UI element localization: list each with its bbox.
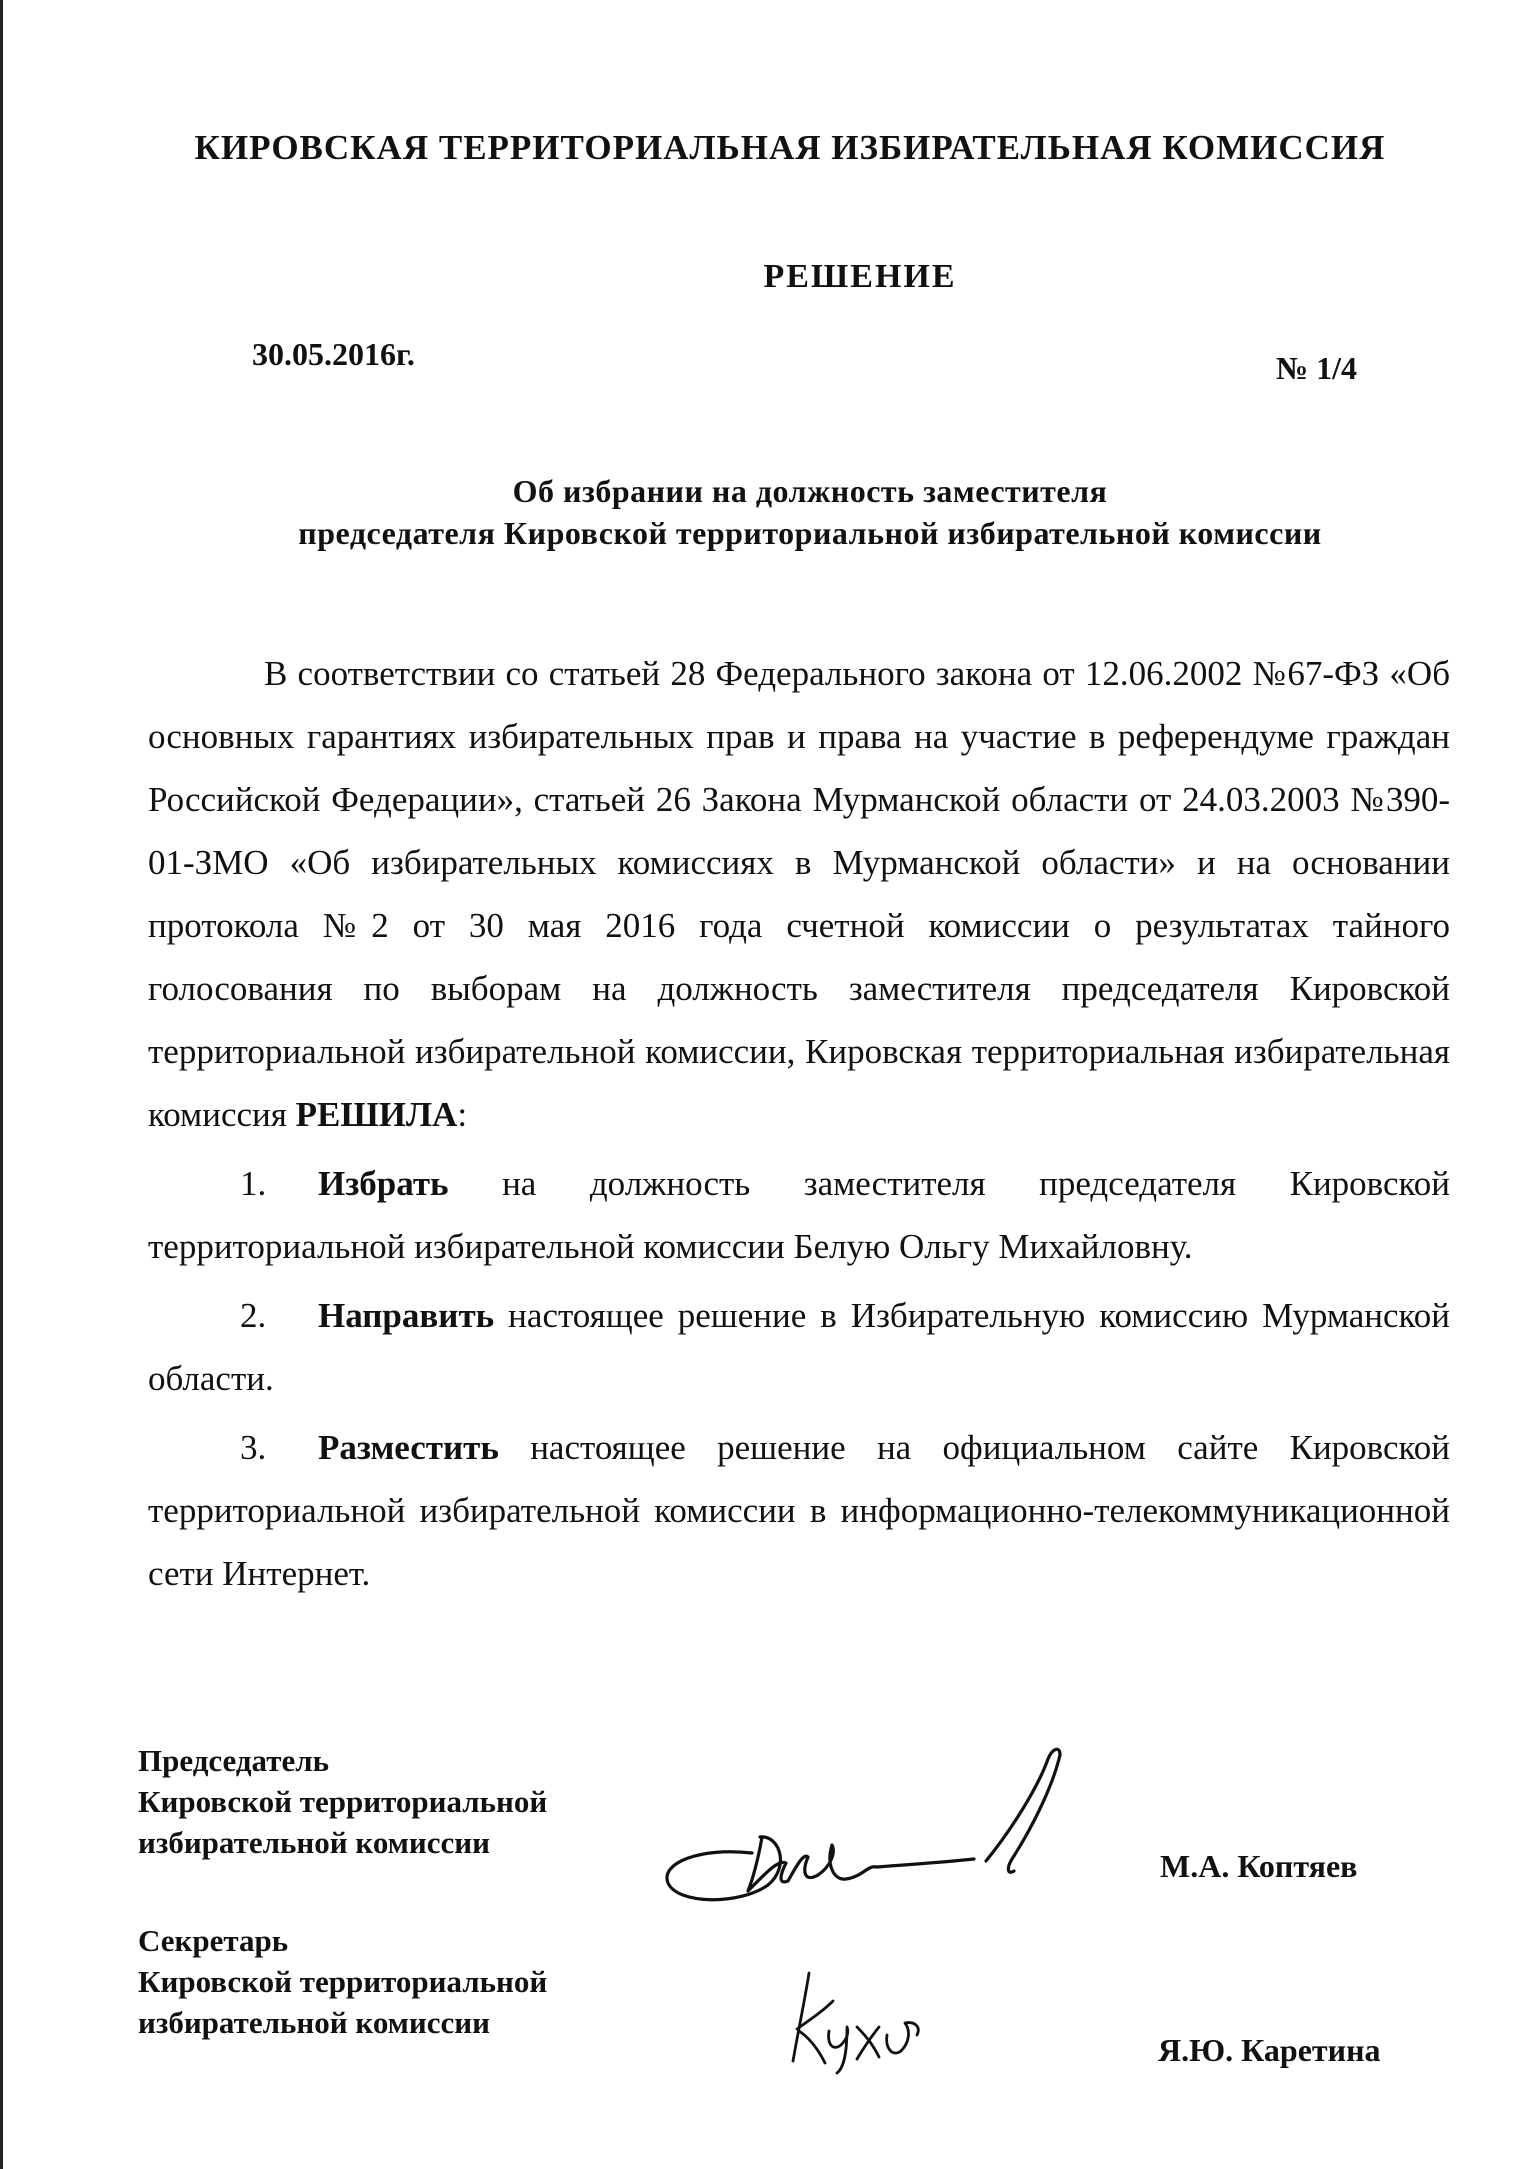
- organization-title: КИРОВСКАЯ ТЕРРИТОРИАЛЬНАЯ ИЗБИРАТЕЛЬНАЯ КОМИССИЯ: [194, 128, 1386, 167]
- item-text: настоящее решение в Избирательную комиссию Мурманской области.: [148, 1296, 1450, 1398]
- preamble-text: В соответствии со статьей 28 Федерального закона от 12.06.2002 №67-ФЗ «Об основных гарантиях избирательных прав и права на участие в референдуме граждан Российской Федерации», статьей 26 Закона Мурманской области от 24.03.2003 №390-01-ЗМО «Об избирательных комиссиях в Мурманской области» и на основании протокола №2 от 30 мая 2016 года счетной комиссии о результатах тайного голосования по выборам на должность заместителя председателя Кировской территориальной избирательной комиссии, Кировская территориальная избирательная комиссия: [148, 654, 1450, 1134]
- decided-word: РЕШИЛА: [295, 1095, 458, 1134]
- chairman-signature: [640, 1735, 1110, 1910]
- item-verb: Направить: [318, 1296, 495, 1335]
- document-type: РЕШЕНИЕ: [763, 258, 957, 295]
- decision-body: [148, 642, 1450, 1605]
- item-number: 2.: [240, 1296, 267, 1335]
- subject-heading: [200, 470, 1420, 554]
- chairman-title-block: [138, 1740, 547, 1863]
- chairman-title-line-3: избирательной комиссии: [138, 1825, 490, 1860]
- chairman-title-line-2: Кировской территориальной: [138, 1784, 548, 1819]
- item-verb: Разместить: [318, 1428, 499, 1467]
- item-text: настоящее решение на официальном сайте Кировской территориальной избирательной комиссии в информационно-телекоммуникационной сети Интернет.: [148, 1428, 1450, 1593]
- document-number: № 1/4: [1276, 350, 1358, 386]
- document-date: 30.05.2016г.: [252, 336, 415, 372]
- secretary-title-line-1: Секретарь: [138, 1923, 289, 1958]
- preamble-paragraph: [148, 642, 1450, 1146]
- chairman-name: М.А. Коптяев: [1160, 1848, 1358, 1884]
- secretary-title-line-2: Кировской территориальной: [138, 1964, 548, 1999]
- secretary-name: Я.Ю. Каретина: [1158, 2032, 1381, 2068]
- decision-item-2: [148, 1284, 1450, 1410]
- preamble-colon: :: [457, 1095, 468, 1134]
- item-number: 1.: [240, 1164, 267, 1203]
- scan-edge: [0, 0, 3, 2169]
- item-number: 3.: [240, 1428, 267, 1467]
- chairman-title-line-1: Председатель: [138, 1743, 330, 1778]
- decision-item-1: [148, 1152, 1450, 1278]
- item-verb: Избрать: [318, 1164, 449, 1203]
- subject-line-2: председателя Кировской территориальной избирательной комиссии: [298, 515, 1322, 551]
- secretary-signature: [775, 1965, 945, 2075]
- secretary-title-block: [138, 1920, 547, 2043]
- secretary-title-line-3: избирательной комиссии: [138, 2005, 490, 2040]
- subject-line-1: Об избрании на должность заместителя: [512, 473, 1108, 509]
- item-text: на должность заместителя председателя Кировской территориальной избирательной комиссии Белую Ольгу Михайловну.: [148, 1164, 1450, 1266]
- decision-item-3: [148, 1416, 1450, 1605]
